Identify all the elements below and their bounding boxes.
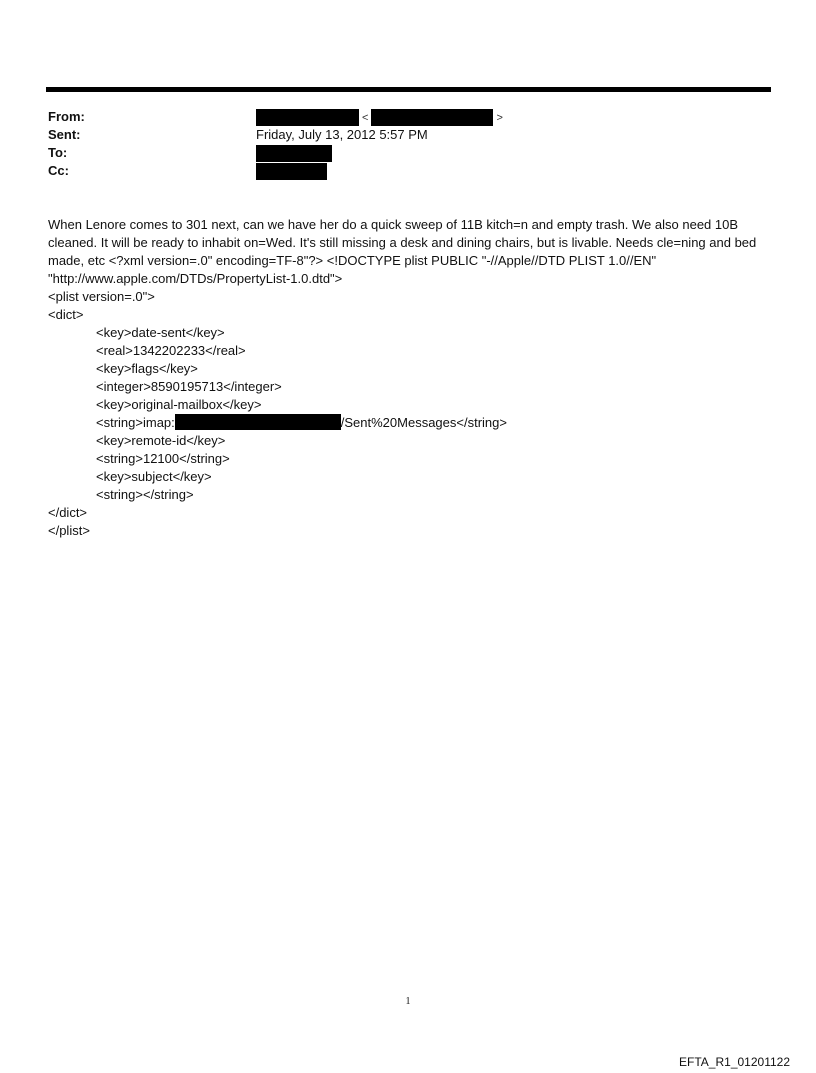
- dict-close-line: </dict>: [48, 505, 88, 520]
- key-flags-line: <key>flags</key>: [96, 361, 198, 376]
- cc-row: [48, 162, 768, 180]
- key-date-sent-line: <key>date-sent</key>: [96, 325, 225, 340]
- plist-close-line: </plist>: [48, 523, 90, 538]
- string-imap-prefix: <string>imap:: [96, 415, 175, 430]
- plist-open-line: <plist version=.0">: [48, 289, 155, 304]
- redacted-recipient: [256, 145, 332, 162]
- key-remote-id-line: <key>remote-id</key>: [96, 433, 226, 448]
- cc-label: Cc:: [48, 163, 69, 178]
- to-label: To:: [48, 145, 68, 160]
- redacted-sender-name: [256, 109, 359, 126]
- cc-value: [256, 162, 327, 180]
- sent-value: Friday, July 13, 2012 5:57 PM: [256, 127, 428, 142]
- key-original-mailbox-line: <key>original-mailbox</key>: [96, 397, 262, 412]
- email-header: [48, 108, 768, 180]
- from-row: [48, 108, 768, 126]
- string-imap-line: [48, 414, 773, 432]
- message-paragraph: When Lenore comes to 301 next, can we have her do a quick sweep of 11B kitch=n and empty trash. We also need 10B cleaned. It will be ready to inhabit on=Wed. It's still missing a desk and dining chairs, but is livable. Needs cle=ning and bed made, etc <?xml version=.0" encoding=TF-8"?> <!DOCTYPE plist PUBLIC "-//Apple//DTD PLIST 1.0//EN" "http://www.apple.com/DTDs/PropertyList-1.0.dtd">: [48, 217, 757, 286]
- page-number: 1: [405, 996, 411, 1007]
- real-value-line: <real>1342202233</real>: [96, 343, 246, 358]
- to-row: [48, 144, 768, 162]
- dict-open-line: <dict>: [48, 307, 84, 322]
- string-imap-suffix: /Sent%20Messages</string>: [340, 415, 507, 430]
- email-body: [48, 216, 773, 540]
- angle-open: <: [362, 111, 369, 124]
- from-value: [256, 108, 506, 127]
- key-subject-line: <key>subject</key>: [96, 469, 212, 484]
- header-rule: [46, 87, 771, 92]
- integer-value-line: <integer>8590195713</integer>: [96, 379, 282, 394]
- redacted-sender-email: [371, 109, 493, 126]
- string-subject-line: <string></string>: [96, 487, 194, 502]
- string-remote-id-line: <string>12100</string>: [96, 451, 230, 466]
- redacted-cc: [256, 163, 327, 180]
- from-label: From:: [48, 109, 85, 124]
- sent-row: [48, 126, 768, 144]
- redacted-imap-account: [175, 414, 341, 430]
- angle-close: >: [496, 111, 503, 124]
- to-value: [256, 144, 332, 162]
- document-id: EFTA_R1_01201122: [679, 1055, 790, 1069]
- sent-label: Sent:: [48, 127, 81, 142]
